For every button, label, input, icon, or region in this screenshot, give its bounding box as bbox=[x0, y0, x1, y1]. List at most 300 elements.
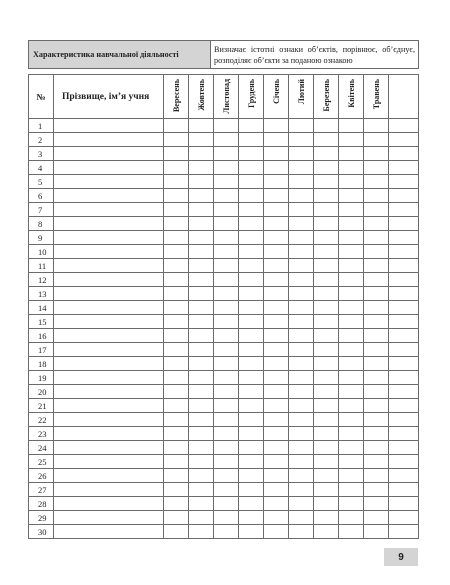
month-cell[interactable] bbox=[289, 301, 314, 315]
month-cell[interactable] bbox=[164, 273, 189, 287]
student-name-cell[interactable] bbox=[54, 175, 164, 189]
month-cell[interactable] bbox=[189, 133, 214, 147]
month-cell[interactable] bbox=[314, 315, 339, 329]
extra-cell[interactable] bbox=[389, 427, 419, 441]
month-cell[interactable] bbox=[289, 175, 314, 189]
extra-cell[interactable] bbox=[389, 399, 419, 413]
month-cell[interactable] bbox=[364, 287, 389, 301]
month-cell[interactable] bbox=[239, 427, 264, 441]
student-name-cell[interactable] bbox=[54, 525, 164, 539]
extra-cell[interactable] bbox=[389, 329, 419, 343]
student-name-cell[interactable] bbox=[54, 203, 164, 217]
extra-cell[interactable] bbox=[389, 245, 419, 259]
month-cell[interactable] bbox=[214, 329, 239, 343]
extra-cell[interactable] bbox=[389, 455, 419, 469]
extra-cell[interactable] bbox=[389, 203, 419, 217]
extra-cell[interactable] bbox=[389, 189, 419, 203]
student-name-cell[interactable] bbox=[54, 231, 164, 245]
month-cell[interactable] bbox=[239, 483, 264, 497]
month-cell[interactable] bbox=[314, 175, 339, 189]
month-cell[interactable] bbox=[239, 175, 264, 189]
month-cell[interactable] bbox=[164, 329, 189, 343]
extra-cell[interactable] bbox=[389, 441, 419, 455]
month-cell[interactable] bbox=[164, 315, 189, 329]
month-cell[interactable] bbox=[314, 119, 339, 133]
month-cell[interactable] bbox=[189, 147, 214, 161]
month-cell[interactable] bbox=[214, 217, 239, 231]
month-cell[interactable] bbox=[264, 315, 289, 329]
month-cell[interactable] bbox=[239, 329, 264, 343]
month-cell[interactable] bbox=[189, 469, 214, 483]
month-cell[interactable] bbox=[339, 217, 364, 231]
student-name-cell[interactable] bbox=[54, 413, 164, 427]
month-cell[interactable] bbox=[339, 161, 364, 175]
month-cell[interactable] bbox=[289, 413, 314, 427]
month-cell[interactable] bbox=[289, 203, 314, 217]
extra-cell[interactable] bbox=[389, 315, 419, 329]
month-cell[interactable] bbox=[314, 455, 339, 469]
month-cell[interactable] bbox=[339, 203, 364, 217]
month-cell[interactable] bbox=[364, 483, 389, 497]
month-cell[interactable] bbox=[214, 441, 239, 455]
student-name-cell[interactable] bbox=[54, 399, 164, 413]
month-cell[interactable] bbox=[164, 399, 189, 413]
month-cell[interactable] bbox=[314, 245, 339, 259]
month-cell[interactable] bbox=[214, 301, 239, 315]
month-cell[interactable] bbox=[239, 231, 264, 245]
extra-cell[interactable] bbox=[389, 511, 419, 525]
student-name-cell[interactable] bbox=[54, 245, 164, 259]
month-cell[interactable] bbox=[339, 455, 364, 469]
month-cell[interactable] bbox=[364, 245, 389, 259]
month-cell[interactable] bbox=[314, 399, 339, 413]
month-cell[interactable] bbox=[189, 259, 214, 273]
month-cell[interactable] bbox=[364, 413, 389, 427]
month-cell[interactable] bbox=[314, 273, 339, 287]
month-cell[interactable] bbox=[289, 427, 314, 441]
student-name-cell[interactable] bbox=[54, 259, 164, 273]
month-cell[interactable] bbox=[289, 189, 314, 203]
month-cell[interactable] bbox=[339, 301, 364, 315]
month-cell[interactable] bbox=[364, 427, 389, 441]
month-cell[interactable] bbox=[289, 245, 314, 259]
extra-cell[interactable] bbox=[389, 357, 419, 371]
month-cell[interactable] bbox=[364, 497, 389, 511]
month-cell[interactable] bbox=[339, 175, 364, 189]
month-cell[interactable] bbox=[264, 455, 289, 469]
student-name-cell[interactable] bbox=[54, 273, 164, 287]
month-cell[interactable] bbox=[339, 413, 364, 427]
extra-cell[interactable] bbox=[389, 413, 419, 427]
month-cell[interactable] bbox=[364, 301, 389, 315]
month-cell[interactable] bbox=[314, 301, 339, 315]
month-cell[interactable] bbox=[239, 217, 264, 231]
month-cell[interactable] bbox=[164, 455, 189, 469]
month-cell[interactable] bbox=[189, 301, 214, 315]
month-cell[interactable] bbox=[214, 483, 239, 497]
month-cell[interactable] bbox=[339, 399, 364, 413]
month-cell[interactable] bbox=[364, 343, 389, 357]
month-cell[interactable] bbox=[314, 231, 339, 245]
month-cell[interactable] bbox=[364, 175, 389, 189]
month-cell[interactable] bbox=[314, 343, 339, 357]
month-cell[interactable] bbox=[164, 259, 189, 273]
month-cell[interactable] bbox=[214, 231, 239, 245]
month-cell[interactable] bbox=[189, 371, 214, 385]
month-cell[interactable] bbox=[289, 455, 314, 469]
month-cell[interactable] bbox=[339, 385, 364, 399]
month-cell[interactable] bbox=[239, 147, 264, 161]
month-cell[interactable] bbox=[214, 273, 239, 287]
month-cell[interactable] bbox=[314, 259, 339, 273]
month-cell[interactable] bbox=[239, 497, 264, 511]
month-cell[interactable] bbox=[364, 357, 389, 371]
month-cell[interactable] bbox=[364, 315, 389, 329]
month-cell[interactable] bbox=[289, 231, 314, 245]
month-cell[interactable] bbox=[314, 357, 339, 371]
month-cell[interactable] bbox=[364, 119, 389, 133]
month-cell[interactable] bbox=[339, 511, 364, 525]
month-cell[interactable] bbox=[264, 161, 289, 175]
extra-cell[interactable] bbox=[389, 497, 419, 511]
month-cell[interactable] bbox=[164, 427, 189, 441]
month-cell[interactable] bbox=[214, 189, 239, 203]
month-cell[interactable] bbox=[364, 469, 389, 483]
month-cell[interactable] bbox=[214, 399, 239, 413]
month-cell[interactable] bbox=[214, 371, 239, 385]
month-cell[interactable] bbox=[214, 175, 239, 189]
month-cell[interactable] bbox=[264, 525, 289, 539]
month-cell[interactable] bbox=[164, 245, 189, 259]
month-cell[interactable] bbox=[364, 147, 389, 161]
month-cell[interactable] bbox=[264, 343, 289, 357]
student-name-cell[interactable] bbox=[54, 483, 164, 497]
month-cell[interactable] bbox=[214, 245, 239, 259]
month-cell[interactable] bbox=[189, 217, 214, 231]
month-cell[interactable] bbox=[189, 161, 214, 175]
month-cell[interactable] bbox=[314, 161, 339, 175]
month-cell[interactable] bbox=[364, 161, 389, 175]
month-cell[interactable] bbox=[264, 329, 289, 343]
month-cell[interactable] bbox=[164, 147, 189, 161]
extra-cell[interactable] bbox=[389, 133, 419, 147]
month-cell[interactable] bbox=[289, 469, 314, 483]
student-name-cell[interactable] bbox=[54, 301, 164, 315]
month-cell[interactable] bbox=[289, 357, 314, 371]
month-cell[interactable] bbox=[214, 385, 239, 399]
student-name-cell[interactable] bbox=[54, 161, 164, 175]
month-cell[interactable] bbox=[364, 189, 389, 203]
month-cell[interactable] bbox=[239, 525, 264, 539]
month-cell[interactable] bbox=[364, 259, 389, 273]
extra-cell[interactable] bbox=[389, 301, 419, 315]
month-cell[interactable] bbox=[189, 119, 214, 133]
student-name-cell[interactable] bbox=[54, 455, 164, 469]
month-cell[interactable] bbox=[289, 147, 314, 161]
month-cell[interactable] bbox=[164, 385, 189, 399]
month-cell[interactable] bbox=[289, 441, 314, 455]
month-cell[interactable] bbox=[164, 525, 189, 539]
month-cell[interactable] bbox=[164, 133, 189, 147]
month-cell[interactable] bbox=[164, 483, 189, 497]
student-name-cell[interactable] bbox=[54, 441, 164, 455]
month-cell[interactable] bbox=[264, 133, 289, 147]
month-cell[interactable] bbox=[214, 427, 239, 441]
month-cell[interactable] bbox=[239, 245, 264, 259]
month-cell[interactable] bbox=[314, 469, 339, 483]
month-cell[interactable] bbox=[214, 203, 239, 217]
month-cell[interactable] bbox=[214, 287, 239, 301]
month-cell[interactable] bbox=[239, 511, 264, 525]
month-cell[interactable] bbox=[239, 315, 264, 329]
month-cell[interactable] bbox=[289, 483, 314, 497]
extra-cell[interactable] bbox=[389, 287, 419, 301]
month-cell[interactable] bbox=[264, 413, 289, 427]
month-cell[interactable] bbox=[339, 245, 364, 259]
student-name-cell[interactable] bbox=[54, 217, 164, 231]
month-cell[interactable] bbox=[364, 231, 389, 245]
student-name-cell[interactable] bbox=[54, 315, 164, 329]
month-cell[interactable] bbox=[189, 385, 214, 399]
month-cell[interactable] bbox=[314, 217, 339, 231]
month-cell[interactable] bbox=[289, 511, 314, 525]
month-cell[interactable] bbox=[164, 343, 189, 357]
month-cell[interactable] bbox=[214, 525, 239, 539]
month-cell[interactable] bbox=[339, 427, 364, 441]
month-cell[interactable] bbox=[314, 483, 339, 497]
month-cell[interactable] bbox=[289, 329, 314, 343]
month-cell[interactable] bbox=[189, 413, 214, 427]
month-cell[interactable] bbox=[339, 189, 364, 203]
month-cell[interactable] bbox=[339, 231, 364, 245]
month-cell[interactable] bbox=[264, 203, 289, 217]
month-cell[interactable] bbox=[289, 399, 314, 413]
month-cell[interactable] bbox=[214, 413, 239, 427]
extra-cell[interactable] bbox=[389, 217, 419, 231]
month-cell[interactable] bbox=[239, 273, 264, 287]
month-cell[interactable] bbox=[214, 469, 239, 483]
month-cell[interactable] bbox=[264, 147, 289, 161]
extra-cell[interactable] bbox=[389, 525, 419, 539]
student-name-cell[interactable] bbox=[54, 189, 164, 203]
extra-cell[interactable] bbox=[389, 273, 419, 287]
month-cell[interactable] bbox=[314, 287, 339, 301]
month-cell[interactable] bbox=[189, 273, 214, 287]
month-cell[interactable] bbox=[264, 357, 289, 371]
month-cell[interactable] bbox=[239, 301, 264, 315]
month-cell[interactable] bbox=[189, 399, 214, 413]
month-cell[interactable] bbox=[289, 385, 314, 399]
month-cell[interactable] bbox=[289, 259, 314, 273]
month-cell[interactable] bbox=[314, 511, 339, 525]
extra-cell[interactable] bbox=[389, 343, 419, 357]
month-cell[interactable] bbox=[264, 259, 289, 273]
month-cell[interactable] bbox=[289, 343, 314, 357]
month-cell[interactable] bbox=[314, 525, 339, 539]
month-cell[interactable] bbox=[314, 413, 339, 427]
month-cell[interactable] bbox=[289, 371, 314, 385]
month-cell[interactable] bbox=[239, 161, 264, 175]
extra-cell[interactable] bbox=[389, 259, 419, 273]
month-cell[interactable] bbox=[289, 497, 314, 511]
student-name-cell[interactable] bbox=[54, 287, 164, 301]
month-cell[interactable] bbox=[364, 385, 389, 399]
month-cell[interactable] bbox=[339, 133, 364, 147]
student-name-cell[interactable] bbox=[54, 469, 164, 483]
month-cell[interactable] bbox=[339, 525, 364, 539]
month-cell[interactable] bbox=[189, 329, 214, 343]
month-cell[interactable] bbox=[214, 147, 239, 161]
month-cell[interactable] bbox=[289, 315, 314, 329]
month-cell[interactable] bbox=[364, 371, 389, 385]
month-cell[interactable] bbox=[214, 161, 239, 175]
month-cell[interactable] bbox=[189, 427, 214, 441]
month-cell[interactable] bbox=[214, 119, 239, 133]
month-cell[interactable] bbox=[164, 231, 189, 245]
month-cell[interactable] bbox=[189, 315, 214, 329]
month-cell[interactable] bbox=[364, 525, 389, 539]
month-cell[interactable] bbox=[164, 175, 189, 189]
student-name-cell[interactable] bbox=[54, 427, 164, 441]
month-cell[interactable] bbox=[189, 483, 214, 497]
month-cell[interactable] bbox=[364, 203, 389, 217]
month-cell[interactable] bbox=[239, 469, 264, 483]
month-cell[interactable] bbox=[339, 497, 364, 511]
month-cell[interactable] bbox=[264, 119, 289, 133]
month-cell[interactable] bbox=[264, 189, 289, 203]
month-cell[interactable] bbox=[214, 497, 239, 511]
extra-cell[interactable] bbox=[389, 483, 419, 497]
month-cell[interactable] bbox=[314, 329, 339, 343]
month-cell[interactable] bbox=[189, 511, 214, 525]
month-cell[interactable] bbox=[264, 469, 289, 483]
month-cell[interactable] bbox=[214, 357, 239, 371]
month-cell[interactable] bbox=[164, 497, 189, 511]
month-cell[interactable] bbox=[339, 259, 364, 273]
month-cell[interactable] bbox=[214, 511, 239, 525]
month-cell[interactable] bbox=[339, 469, 364, 483]
month-cell[interactable] bbox=[164, 119, 189, 133]
month-cell[interactable] bbox=[289, 525, 314, 539]
month-cell[interactable] bbox=[164, 287, 189, 301]
month-cell[interactable] bbox=[339, 441, 364, 455]
month-cell[interactable] bbox=[239, 441, 264, 455]
month-cell[interactable] bbox=[189, 203, 214, 217]
student-name-cell[interactable] bbox=[54, 497, 164, 511]
month-cell[interactable] bbox=[164, 371, 189, 385]
month-cell[interactable] bbox=[364, 329, 389, 343]
extra-cell[interactable] bbox=[389, 161, 419, 175]
month-cell[interactable] bbox=[164, 357, 189, 371]
month-cell[interactable] bbox=[314, 385, 339, 399]
month-cell[interactable] bbox=[264, 483, 289, 497]
month-cell[interactable] bbox=[264, 371, 289, 385]
month-cell[interactable] bbox=[189, 343, 214, 357]
month-cell[interactable] bbox=[214, 343, 239, 357]
month-cell[interactable] bbox=[239, 343, 264, 357]
month-cell[interactable] bbox=[189, 357, 214, 371]
month-cell[interactable] bbox=[314, 203, 339, 217]
month-cell[interactable] bbox=[264, 245, 289, 259]
month-cell[interactable] bbox=[264, 231, 289, 245]
month-cell[interactable] bbox=[214, 133, 239, 147]
month-cell[interactable] bbox=[239, 133, 264, 147]
extra-cell[interactable] bbox=[389, 119, 419, 133]
month-cell[interactable] bbox=[364, 441, 389, 455]
month-cell[interactable] bbox=[364, 133, 389, 147]
month-cell[interactable] bbox=[339, 273, 364, 287]
month-cell[interactable] bbox=[314, 441, 339, 455]
month-cell[interactable] bbox=[239, 371, 264, 385]
month-cell[interactable] bbox=[239, 413, 264, 427]
month-cell[interactable] bbox=[189, 175, 214, 189]
month-cell[interactable] bbox=[189, 189, 214, 203]
month-cell[interactable] bbox=[339, 483, 364, 497]
month-cell[interactable] bbox=[289, 133, 314, 147]
extra-cell[interactable] bbox=[389, 371, 419, 385]
month-cell[interactable] bbox=[264, 427, 289, 441]
student-name-cell[interactable] bbox=[54, 133, 164, 147]
month-cell[interactable] bbox=[164, 441, 189, 455]
month-cell[interactable] bbox=[264, 497, 289, 511]
month-cell[interactable] bbox=[239, 203, 264, 217]
month-cell[interactable] bbox=[264, 273, 289, 287]
month-cell[interactable] bbox=[189, 497, 214, 511]
month-cell[interactable] bbox=[239, 455, 264, 469]
month-cell[interactable] bbox=[239, 385, 264, 399]
month-cell[interactable] bbox=[314, 497, 339, 511]
student-name-cell[interactable] bbox=[54, 357, 164, 371]
month-cell[interactable] bbox=[364, 455, 389, 469]
student-name-cell[interactable] bbox=[54, 119, 164, 133]
month-cell[interactable] bbox=[314, 189, 339, 203]
extra-cell[interactable] bbox=[389, 175, 419, 189]
month-cell[interactable] bbox=[364, 399, 389, 413]
month-cell[interactable] bbox=[189, 287, 214, 301]
student-name-cell[interactable] bbox=[54, 371, 164, 385]
month-cell[interactable] bbox=[339, 119, 364, 133]
month-cell[interactable] bbox=[239, 119, 264, 133]
month-cell[interactable] bbox=[189, 441, 214, 455]
student-name-cell[interactable] bbox=[54, 511, 164, 525]
month-cell[interactable] bbox=[164, 301, 189, 315]
month-cell[interactable] bbox=[189, 231, 214, 245]
student-name-cell[interactable] bbox=[54, 147, 164, 161]
month-cell[interactable] bbox=[339, 147, 364, 161]
month-cell[interactable] bbox=[314, 147, 339, 161]
month-cell[interactable] bbox=[289, 217, 314, 231]
month-cell[interactable] bbox=[214, 259, 239, 273]
month-cell[interactable] bbox=[314, 427, 339, 441]
month-cell[interactable] bbox=[239, 399, 264, 413]
month-cell[interactable] bbox=[264, 385, 289, 399]
student-name-cell[interactable] bbox=[54, 385, 164, 399]
month-cell[interactable] bbox=[164, 469, 189, 483]
student-name-cell[interactable] bbox=[54, 343, 164, 357]
student-name-cell[interactable] bbox=[54, 329, 164, 343]
month-cell[interactable] bbox=[164, 203, 189, 217]
month-cell[interactable] bbox=[339, 315, 364, 329]
month-cell[interactable] bbox=[264, 399, 289, 413]
month-cell[interactable] bbox=[364, 273, 389, 287]
extra-cell[interactable] bbox=[389, 385, 419, 399]
month-cell[interactable] bbox=[339, 357, 364, 371]
month-cell[interactable] bbox=[289, 161, 314, 175]
extra-cell[interactable] bbox=[389, 231, 419, 245]
month-cell[interactable] bbox=[264, 287, 289, 301]
month-cell[interactable] bbox=[289, 287, 314, 301]
extra-cell[interactable] bbox=[389, 469, 419, 483]
